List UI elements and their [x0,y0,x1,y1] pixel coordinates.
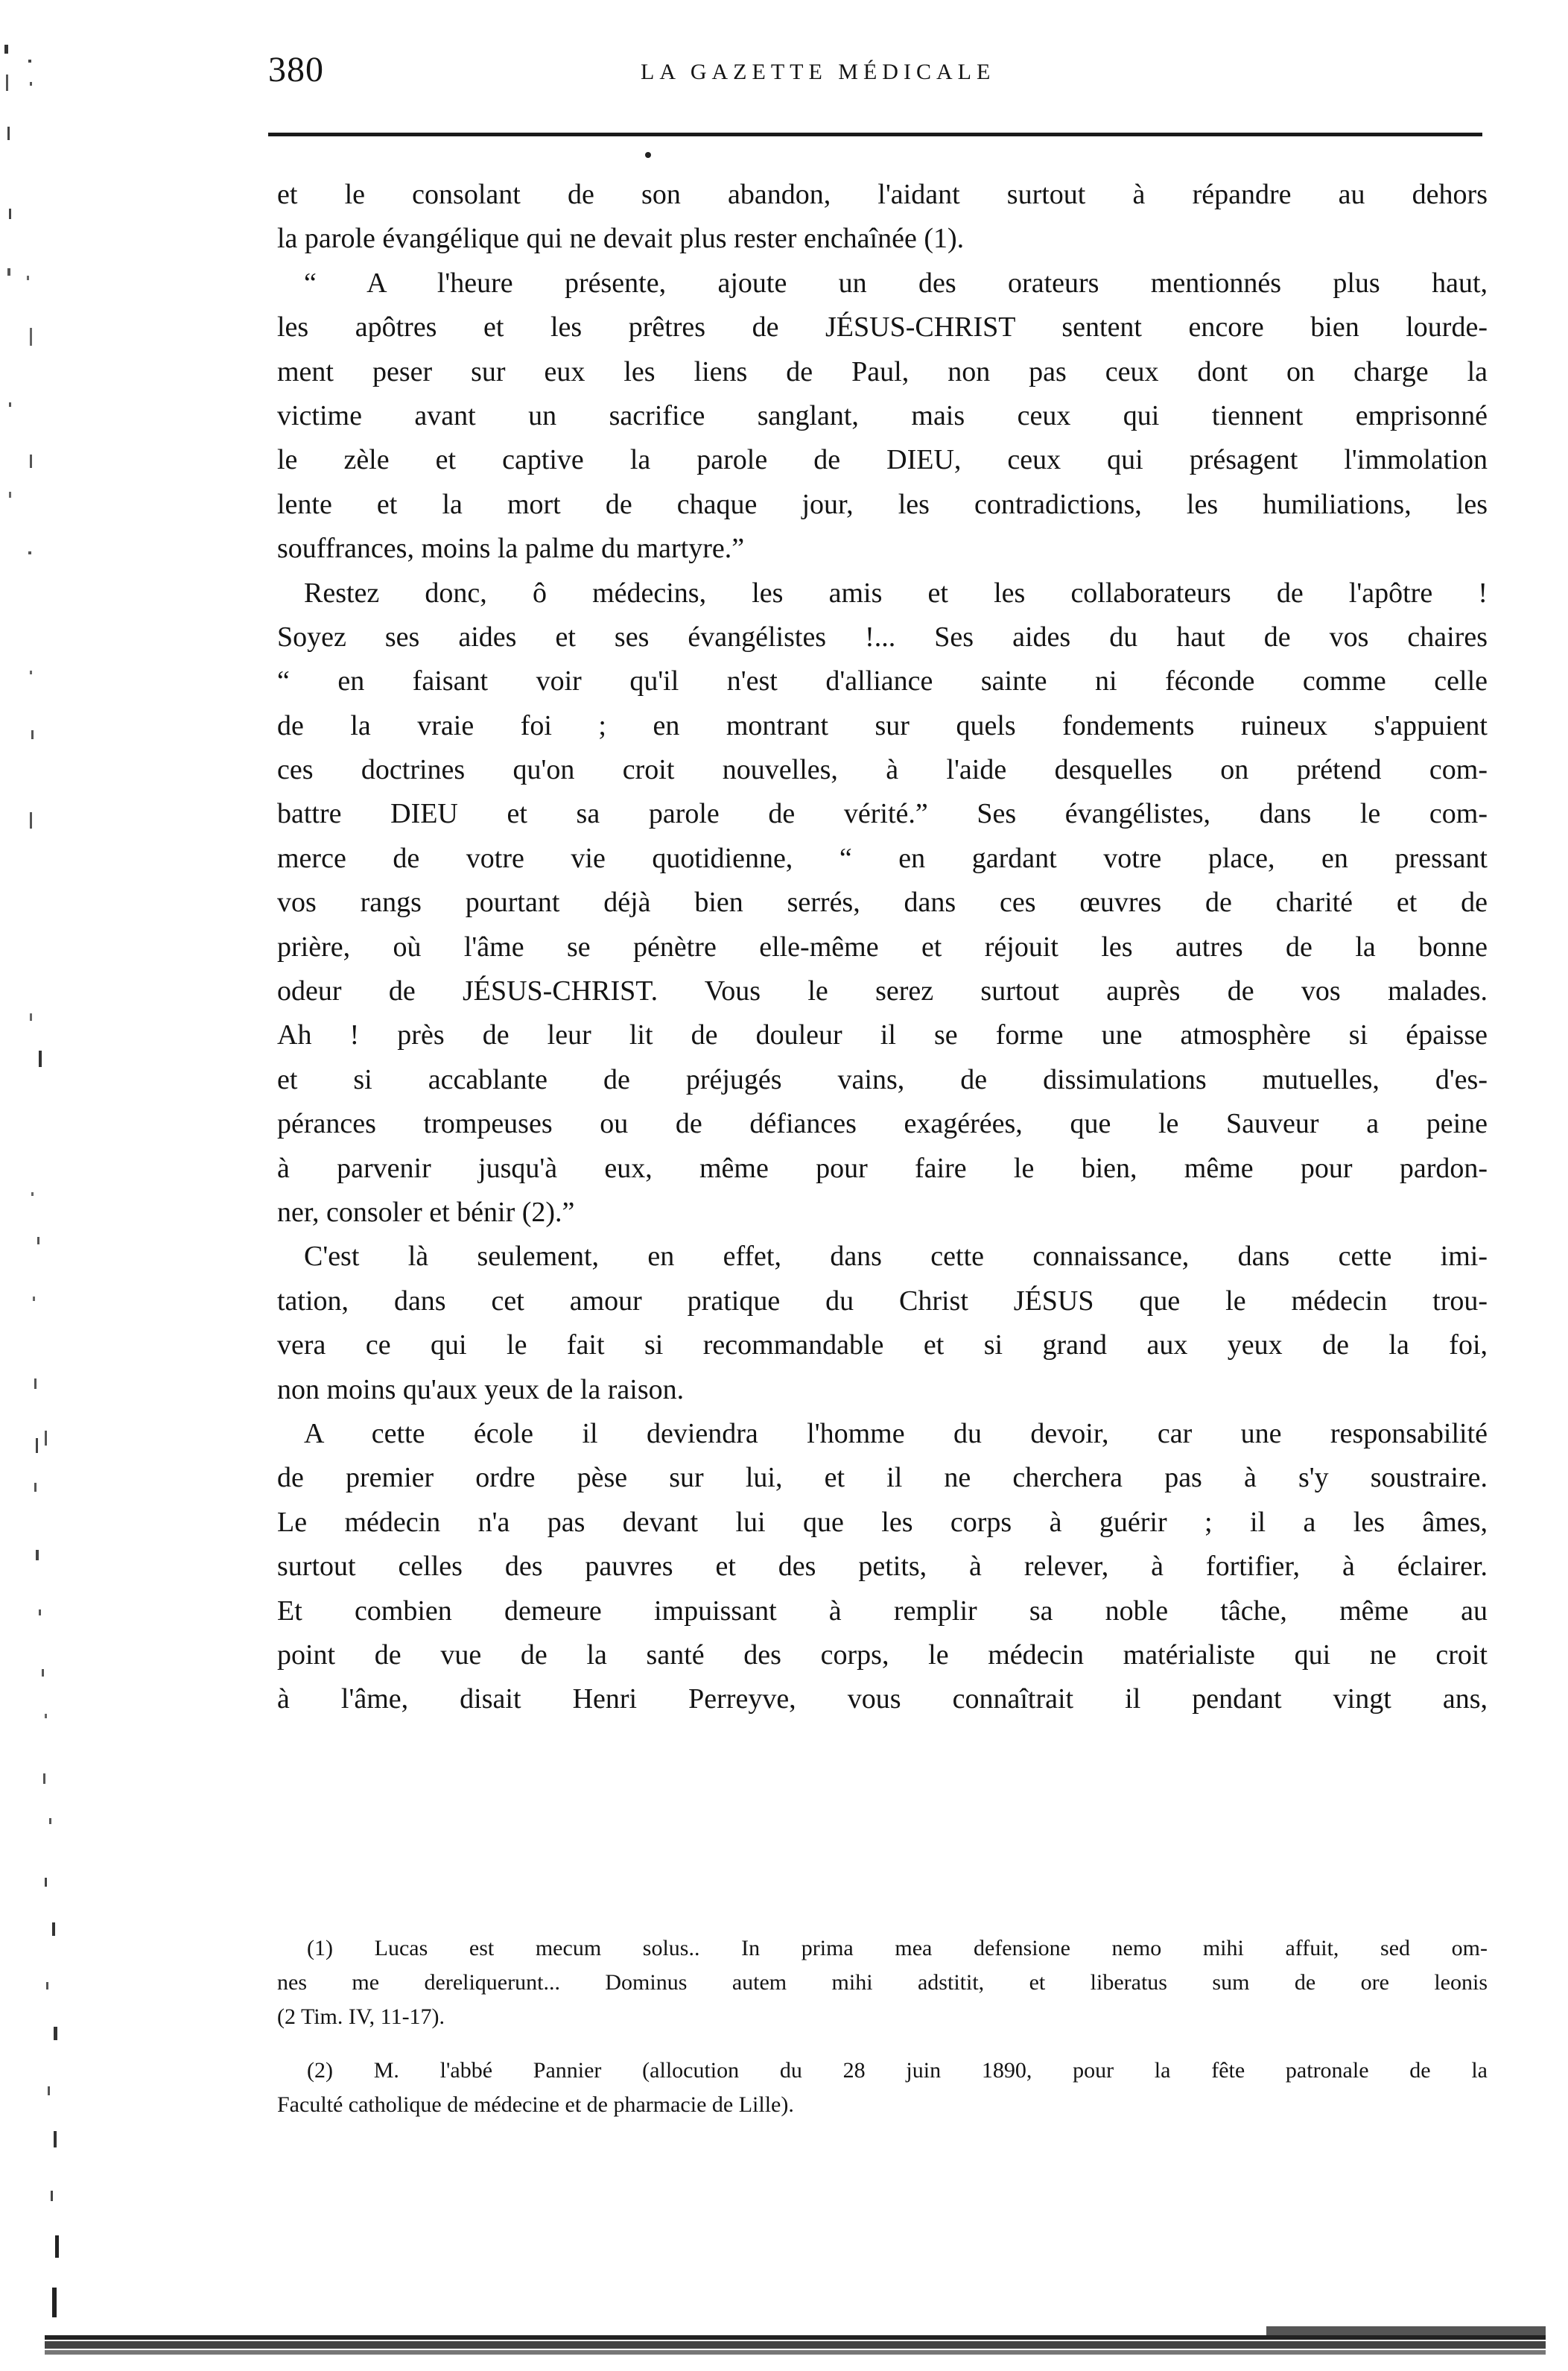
text-line: “ A l'heure présente, ajoute un des orateurs mentionnés plus haut, [304,267,1488,299]
body-text [277,173,1488,1722]
footnote-gap [277,2034,1488,2054]
text-line: Soyez ses aides et ses évangélistes !... Ses aides du haut de vos chaires [277,621,1488,653]
text-line: ces doctrines qu'on croit nouvelles, à l'aide desquelles on prétend com- [277,754,1488,786]
text-line: ment peser sur eux les liens de Paul, non pas ceux dont on charge la [277,355,1488,387]
text-line: Ah ! près de leur lit de douleur il se forme une atmosphère si épaisse [277,1019,1488,1051]
text-line: et si accablante de préjugés vains, de dissimulations mutuelles, d'es- [277,1063,1488,1095]
text-line: souffrances, moins la palme du martyre.” [277,533,745,565]
text-line: et le consolant de son abandon, l'aidant surtout à répandre au dehors [277,179,1488,210]
footnote-2 [277,2054,1488,2122]
text-line: vos rangs pourtant déjà bien serrés, dans ces œuvres de charité et de [277,887,1488,919]
text-line: Le médecin n'a pas devant lui que les corps à guérir ; il a les âmes, [277,1506,1488,1538]
text-line: battre DIEU et sa parole de vérité.” Ses évangélistes, dans le com- [277,798,1488,830]
text-line: à l'âme, disait Henri Perreyve, vous connaîtrait il pendant vingt ans, [277,1683,1488,1715]
footnote-line: (2) M. l'abbé Pannier (allocution du 28 juin 1890, pour la fête patronale de la [307,2058,1488,2083]
text-line: victime avant un sacrifice sanglant, mais ceux qui tiennent emprisonné [277,399,1488,431]
text-line: A cette école il deviendra l'homme du devoir, car une responsabilité [304,1417,1488,1449]
text-line: Restez donc, ô médecins, les amis et les collaborateurs de l'apôtre ! [304,577,1488,609]
footnote-line: nes me dereliquerunt... Dominus autem mihi adstitit, et liberatus sum de ore leonis [277,1970,1488,1995]
page-number: 380 [268,50,324,89]
text-line: point de vue de la santé des corps, le médecin matérialiste qui ne croit [277,1639,1488,1671]
page-header [268,45,1482,89]
text-line: merce de votre vie quotidienne, “ en gardant votre place, en pressant [277,842,1488,874]
text-line: à parvenir jusqu'à eux, même pour faire le bien, même pour pardon- [277,1152,1488,1184]
margin-scan-noise [0,30,67,2340]
text-line: surtout celles des pauvres et des petits, à relever, à fortifier, à éclairer. [277,1551,1488,1583]
text-line: lente et la mort de chaque jour, les contradictions, les humiliations, les [277,488,1488,520]
text-line: odeur de JÉSUS-CHRIST. Vous le serez surtout auprès de vos malades. [277,975,1488,1007]
text-line: les apôtres et les prêtres de JÉSUS-CHRIST sentent encore bien lourde- [277,311,1488,344]
text-line: le zèle et captive la parole de DIEU, ceux qui présagent l'immolation [277,444,1488,476]
footnote-1 [277,1931,1488,2034]
text-line: pérances trompeuses ou de défiances exagérées, que le Sauveur a peine [277,1108,1488,1140]
footnote-line: Faculté catholique de médecine et de pharmacie de Lille). [277,2092,794,2117]
footnote-line: (1) Lucas est mecum solus.. In prima mea defensione nemo mihi affuit, sed om- [307,1936,1488,1960]
text-line: vera ce qui le fait si recommandable et si grand aux yeux de la foi, [277,1329,1488,1361]
text-line: tation, dans cet amour pratique du Christ JÉSUS que le médecin trou- [277,1285,1488,1317]
text-line: la parole évangélique qui ne devait plus rester enchaînée (1). [277,223,965,255]
footnotes [277,1931,1488,2122]
text-line: Et combien demeure impuissant à remplir sa noble tâche, même au [277,1595,1488,1627]
running-title: LA GAZETTE MÉDICALE [641,60,996,84]
text-line: de premier ordre pèse sur lui, et il ne cherchera pas à s'y soustraire. [277,1462,1488,1494]
footnote-line: (2 Tim. IV, 11-17). [277,2004,445,2029]
text-line: de la vraie foi ; en montrant sur quels fondements ruineux s'appuient [277,709,1488,741]
text-line: ner, consoler et bénir (2).” [277,1196,575,1228]
page-bottom-edge [45,2323,1546,2361]
text-line: C'est là seulement, en effet, dans cette connaissance, dans cette imi- [304,1241,1488,1273]
text-line: non moins qu'aux yeux de la raison. [277,1373,685,1405]
text-line: prière, où l'âme se pénètre elle-même et réjouit les autres de la bonne [277,931,1488,963]
print-speck [645,152,651,158]
text-line: “ en faisant voir qu'il n'est d'alliance sainte ni féconde comme celle [277,665,1488,697]
header-rule [268,133,1482,136]
